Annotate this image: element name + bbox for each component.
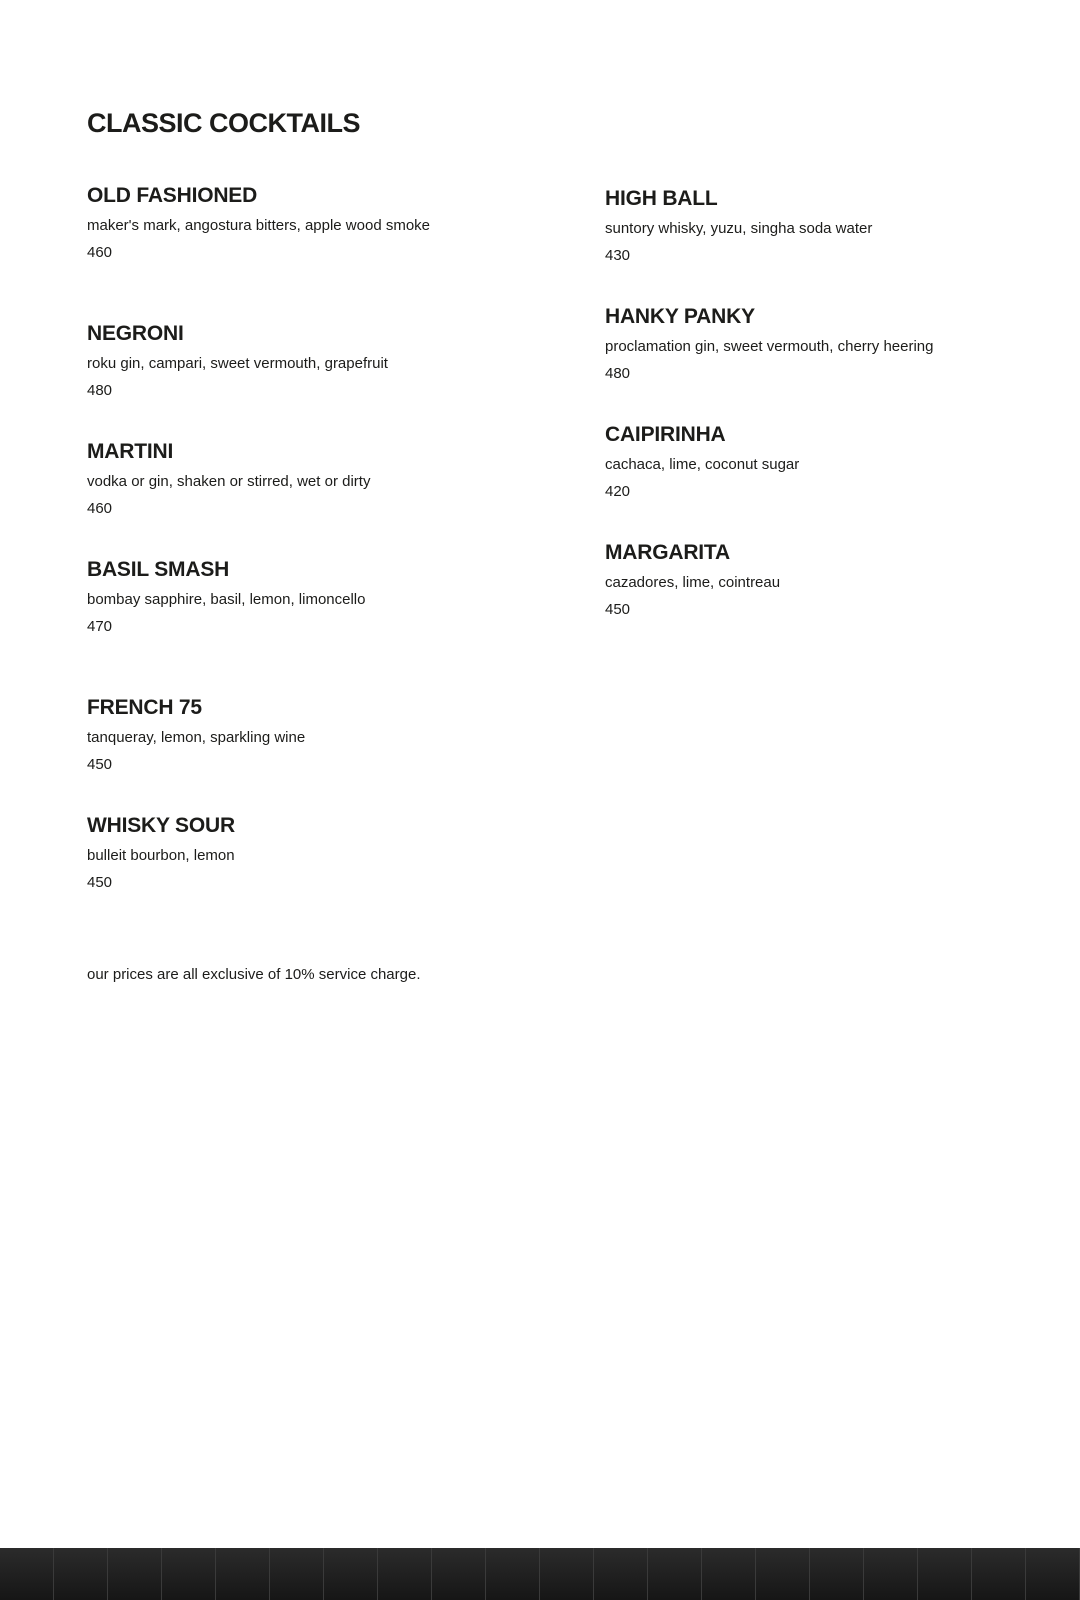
- item-price: 430: [605, 247, 631, 264]
- menu-item-hanky-panky: [605, 306, 1015, 384]
- item-price: 470: [87, 618, 113, 635]
- item-name: BASIL SMASH: [87, 558, 230, 581]
- item-description: cachaca, lime, coconut sugar: [605, 456, 800, 473]
- menu-item-margarita: [605, 542, 1015, 620]
- item-name: NEGRONI: [87, 322, 184, 345]
- item-name: MARTINI: [87, 440, 174, 463]
- item-description: proclamation gin, sweet vermouth, cherry heering: [605, 338, 934, 355]
- item-name: WHISKY SOUR: [87, 814, 235, 837]
- decorative-footer-band: [0, 1548, 1080, 1600]
- item-price: 480: [87, 382, 113, 399]
- menu-item-french-75: [87, 697, 467, 775]
- page-title: CLASSIC COCKTAILS: [87, 108, 360, 138]
- menu-item-whisky-sour: [87, 815, 467, 893]
- item-price: 480: [605, 365, 631, 382]
- menu-item-negroni: [87, 323, 467, 401]
- service-charge-note: our prices are all exclusive of 10% service charge.: [87, 966, 421, 983]
- item-name: CAIPIRINHA: [605, 423, 726, 446]
- item-price: 460: [87, 244, 113, 261]
- item-price: 450: [605, 601, 631, 618]
- item-name: FRENCH 75: [87, 696, 202, 719]
- menu-item-high-ball: [605, 188, 1015, 266]
- item-name: OLD FASHIONED: [87, 184, 258, 207]
- item-description: tanqueray, lemon, sparkling wine: [87, 729, 306, 746]
- item-description: suntory whisky, yuzu, singha soda water: [605, 220, 873, 237]
- item-description: vodka or gin, shaken or stirred, wet or dirty: [87, 473, 371, 490]
- item-name: HIGH BALL: [605, 187, 718, 210]
- item-price: 450: [87, 874, 113, 891]
- menu-item-martini: [87, 441, 467, 519]
- item-description: bombay sapphire, basil, lemon, limoncello: [87, 591, 366, 608]
- item-name: MARGARITA: [605, 541, 730, 564]
- menu-item-basil-smash: [87, 559, 467, 637]
- item-price: 450: [87, 756, 113, 773]
- item-name: HANKY PANKY: [605, 305, 755, 328]
- item-description: bulleit bourbon, lemon: [87, 847, 235, 864]
- item-price: 420: [605, 483, 631, 500]
- item-description: roku gin, campari, sweet vermouth, grapefruit: [87, 355, 388, 372]
- menu-item-caipirinha: [605, 424, 1015, 502]
- item-description: cazadores, lime, cointreau: [605, 574, 781, 591]
- menu-item-old-fashioned: [87, 185, 467, 263]
- item-price: 460: [87, 500, 113, 517]
- item-description: maker's mark, angostura bitters, apple wood smoke: [87, 217, 431, 234]
